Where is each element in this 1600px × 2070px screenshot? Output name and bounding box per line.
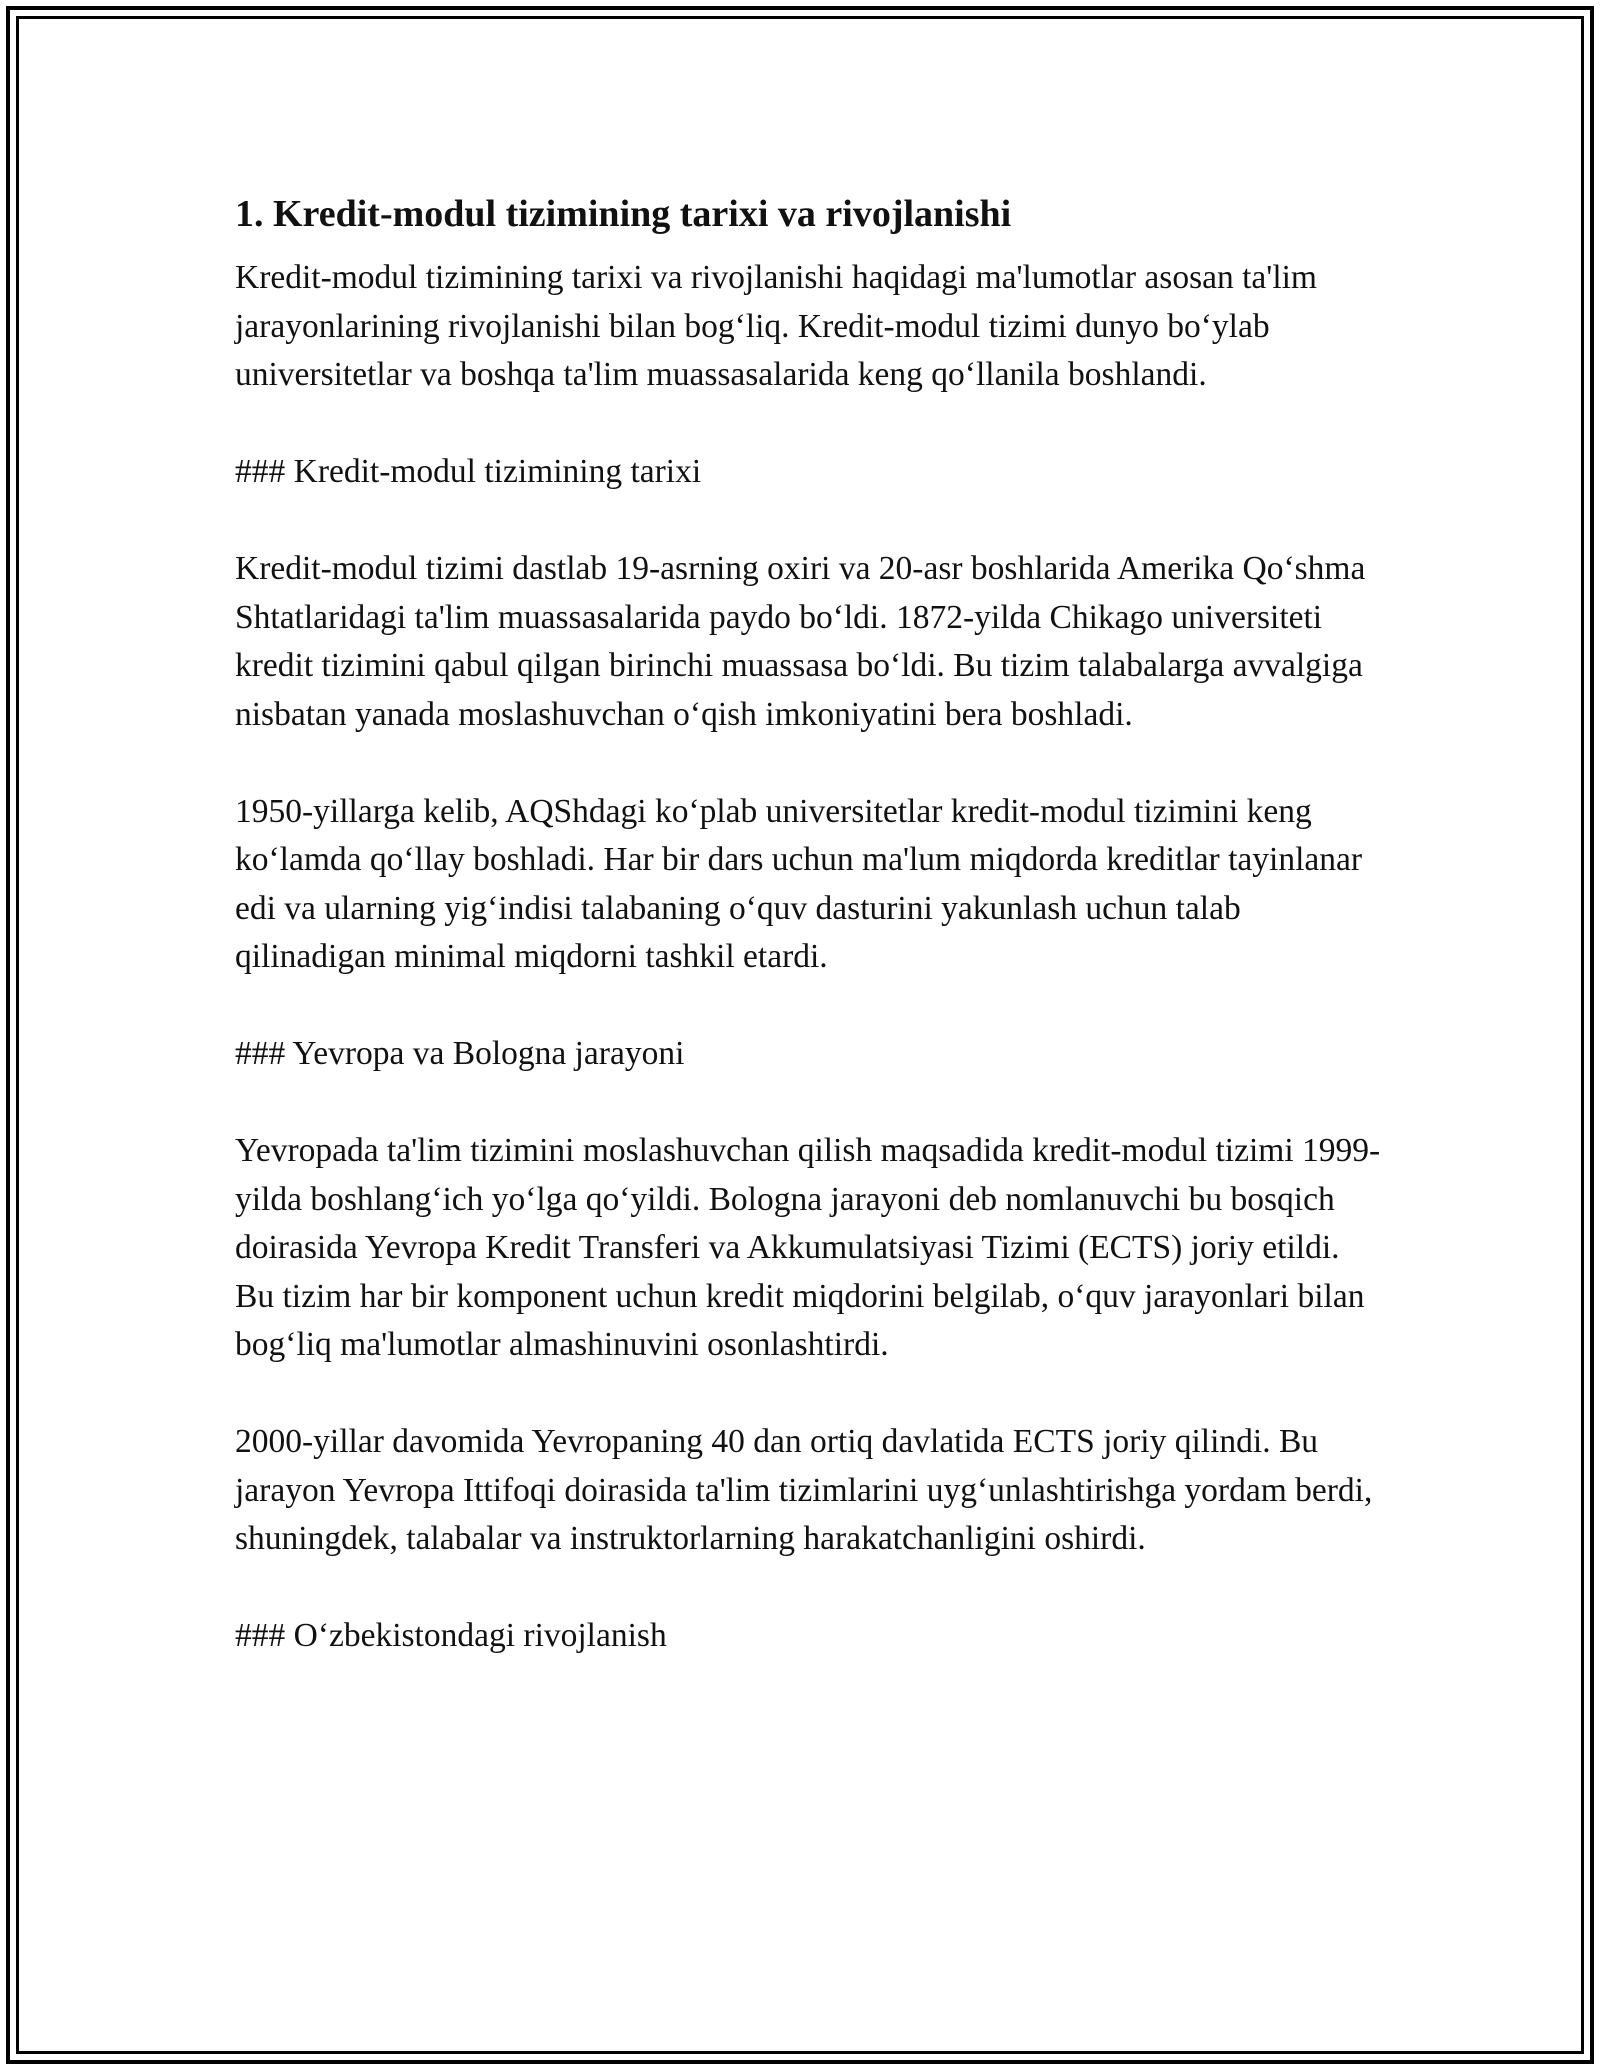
europe-paragraph-1: Yevropada ta'lim tizimini moslashuvchan qilish maqsadida kredit-modul tizimi 1999-yilda boshlang‘ich yo‘lga qo‘yildi. Bologna jarayoni deb nomlanuvchi bu bosqich doirasida Yevropa Kredit Transferi va Akkumulatsiyasi Tizimi (ECTS) joriy etildi. Bu tizim har bir komponent uchun kredit miqdorini belgilab, o‘quv jarayonlari bilan bog‘liq ma'lumotlar almashinuvini osonlashtirdi. bbox=[235, 1132, 1381, 1363]
history-paragraph-1: Kredit-modul tizimi dastlab 19-asrning oxiri va 20-asr boshlarida Amerika Qo‘shma Shtatlaridagi ta'lim muassasalarida paydo bo‘ldi. 1872-yilda Chikago universiteti kredit tizimini qabul qilgan birinchi muassasa bo‘ldi. Bu tizim talabalarga avvalgiga nisbatan yanada moslashuvchan o‘qish imkoniyatini bera boshladi. bbox=[235, 550, 1366, 733]
history-paragraph-2: 1950-yillarga kelib, AQShdagi ko‘plab universitetlar kredit-modul tizimini keng ko‘lamda qo‘llay boshladi. Har bir dars uchun ma'lum miqdorda kreditlar tayinlanar edi va ularning yig‘indisi talabaning o‘quv dasturini yakunlash uchun talab qilinadigan minimal miqdorni tashkil etardi. bbox=[235, 792, 1363, 975]
document-body bbox=[235, 186, 1385, 1661]
section-heading-uzbekistan: ### O‘zbekistondagi rivojlanish bbox=[235, 1617, 667, 1654]
intro-paragraph: Kredit-modul tizimining tarixi va rivojlanishi haqidagi ma'lumotlar asosan ta'lim jarayonlarining rivojlanishi bilan bog‘liq. Kredit-modul tizimi dunyo bo‘ylab universitetlar va boshqa ta'lim muassasalarida keng qo‘llanila boshlandi. bbox=[235, 259, 1317, 393]
section-heading-history: ### Kredit-modul tizimining tarixi bbox=[235, 453, 702, 490]
section-heading-europe-bologna: ### Yevropa va Bologna jarayoni bbox=[235, 1035, 685, 1072]
europe-paragraph-2: 2000-yillar davomida Yevropaning 40 dan ortiq davlatida ECTS joriy qilindi. Bu jarayon Yevropa Ittifoqi doirasida ta'lim tizimlarini uyg‘unlashtirishga yordam berdi, shuningdek, talabalar va instruktorlarning harakatchanligini oshirdi. bbox=[235, 1423, 1373, 1557]
document-title: 1. Kredit-modul tizimining tarixi va rivojlanishi bbox=[235, 193, 1012, 235]
